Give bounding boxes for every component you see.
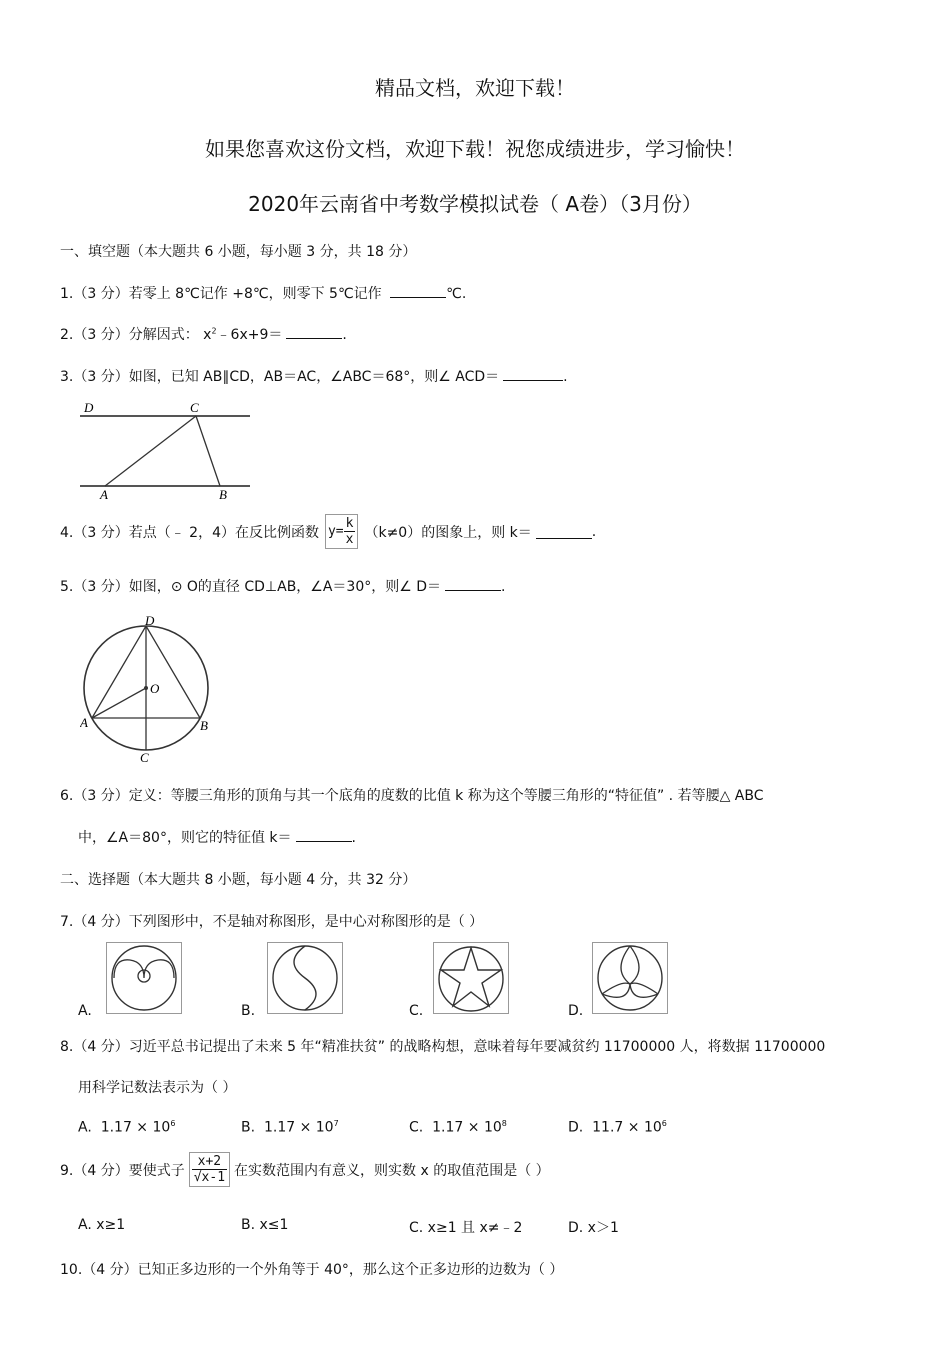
formula-y: y= (327, 524, 344, 539)
numerator: x+2 (192, 1154, 227, 1170)
exponent: 8 (501, 1119, 507, 1128)
option-a-label: A. (78, 1003, 92, 1019)
option-value: 11.7 × 10 (592, 1119, 662, 1136)
parallel-lines-triangle-figure (80, 400, 252, 502)
label-D: D (84, 400, 94, 415)
question-3-text: 3.（3 分）如图，已知 AB∥CD，AB＝AC，∠ABC＝68°，则∠ ACD＝ (60, 369, 500, 385)
option-d-figure[interactable] (592, 942, 668, 1014)
answer-blank (503, 366, 563, 381)
question-2-expression: ﹣6x+9＝ (216, 327, 283, 343)
question-1 (60, 283, 466, 303)
option-c-figure[interactable] (433, 942, 509, 1014)
option-letter: C. (409, 1119, 424, 1136)
option-value: 1.17 × 10 (100, 1119, 171, 1136)
question-1-text: 1.（3 分）若零上 8℃记作 +8℃，则零下 5℃记作 (60, 286, 382, 302)
question-1-unit: ℃. (446, 286, 467, 302)
option-b-figure[interactable] (267, 942, 343, 1014)
header-line-1: 精品文档，欢迎下载！ (375, 76, 575, 100)
exponent: 6 (661, 1119, 667, 1128)
question-8-line-1: 8.（4 分）习近平总书记提出了未来 5 年“精准扶贫” 的战略构想，意味着每年要减贫约 11700000 人，将数据 11700000 (60, 1039, 826, 1055)
option-c[interactable] (409, 1119, 507, 1136)
option-b[interactable] (241, 1119, 339, 1136)
radicand: x-1 (201, 1170, 226, 1185)
period: . (591, 523, 597, 540)
answer-blank (390, 283, 446, 298)
question-2 (60, 324, 347, 344)
answer-blank (296, 827, 352, 842)
label-C: C (140, 750, 149, 764)
option-a[interactable] (78, 1119, 175, 1136)
question-10: 10.（4 分）已知正多边形的一个外角等于 40°，那么这个正多边形的边数为（ ） (60, 1262, 564, 1278)
question-4 (60, 514, 596, 549)
denominator: √x-1 (193, 1170, 226, 1185)
question-9 (60, 1152, 550, 1187)
question-7: 7.（4 分）下列图形中，不是轴对称图形，是中心对称图形的是（ ） (60, 914, 484, 930)
period: . (563, 369, 568, 385)
label-O: O (150, 681, 160, 696)
label-B: B (200, 718, 208, 733)
option-a[interactable]: A. x≥1 (78, 1217, 126, 1233)
question-3 (60, 366, 568, 386)
question-8-line-2: 用科学记数法表示为（ ） (78, 1080, 237, 1096)
period: . (342, 327, 347, 343)
question-2-text: 2.（3 分）分解因式： x (60, 327, 212, 343)
option-b-label: B. (241, 1003, 256, 1019)
radical-expression (189, 1152, 230, 1187)
label-D: D (145, 613, 155, 628)
label-C: C (190, 400, 199, 415)
answer-blank (536, 524, 592, 539)
header-line-2: 如果您喜欢这份文档，欢迎下载！祝您成绩进步，学习愉快！ (205, 137, 745, 161)
option-value: 1.17 × 10 (263, 1119, 334, 1136)
period: . (501, 579, 506, 595)
question-9-text: 9.（4 分）要使式子 (60, 1162, 185, 1179)
numerator: k (345, 516, 354, 531)
option-d-label: D. (568, 1003, 584, 1019)
exponent: 6 (170, 1119, 176, 1128)
question-6-line-1: 6.（3 分）定义：等腰三角形的顶角与其一个底角的度数的比值 k 称为这个等腰三角形的“特征值” . 若等腰△ ABC (60, 788, 764, 804)
circle-diameter-figure (80, 612, 216, 764)
question-9-condition: 在实数范围内有意义，则实数 x 的取值范围是（ ） (234, 1162, 550, 1179)
section-2-heading: 二、选择题（本大题共 8 小题，每小题 4 分，共 32 分） (60, 872, 417, 888)
option-a-figure[interactable] (106, 942, 182, 1014)
question-6-text: 中，∠A＝80°，则它的特征值 k＝ (78, 830, 292, 846)
inverse-function-formula (325, 514, 358, 549)
page-title: 2020年云南省中考数学模拟试卷（ A卷）（3月份） (248, 192, 702, 216)
section-1-heading: 一、填空题（本大题共 6 小题，每小题 3 分，共 18 分） (60, 244, 417, 260)
option-letter: B. (241, 1119, 256, 1136)
label-B: B (219, 487, 227, 502)
period: . (351, 830, 356, 846)
label-A: A (80, 715, 88, 730)
option-b[interactable]: B. x≤1 (241, 1217, 289, 1233)
option-d[interactable]: D. x＞1 (568, 1220, 619, 1236)
exponent: 7 (333, 1119, 339, 1128)
question-4-condition: （k≠0）的图象上，则 k＝ (364, 524, 532, 541)
exponent: 2 (211, 326, 217, 336)
denominator: x (345, 532, 354, 547)
option-c[interactable]: C. x≥1 且 x≠﹣2 (409, 1220, 523, 1236)
question-6-line-2 (78, 827, 356, 847)
option-d[interactable] (568, 1119, 667, 1136)
option-letter: D. (568, 1119, 584, 1136)
option-c-label: C. (409, 1003, 424, 1019)
answer-blank (286, 324, 342, 339)
label-A: A (100, 487, 108, 502)
question-4-text: 4.（3 分）若点（﹣ 2，4）在反比例函数 (60, 524, 319, 541)
option-letter: A. (78, 1119, 92, 1136)
question-5-text: 5.（3 分）如图，⊙ O的直径 CD⊥AB，∠A＝30°，则∠ D＝ (60, 579, 442, 595)
answer-blank (445, 576, 501, 591)
question-5 (60, 576, 505, 596)
option-value: 1.17 × 10 (432, 1119, 502, 1136)
